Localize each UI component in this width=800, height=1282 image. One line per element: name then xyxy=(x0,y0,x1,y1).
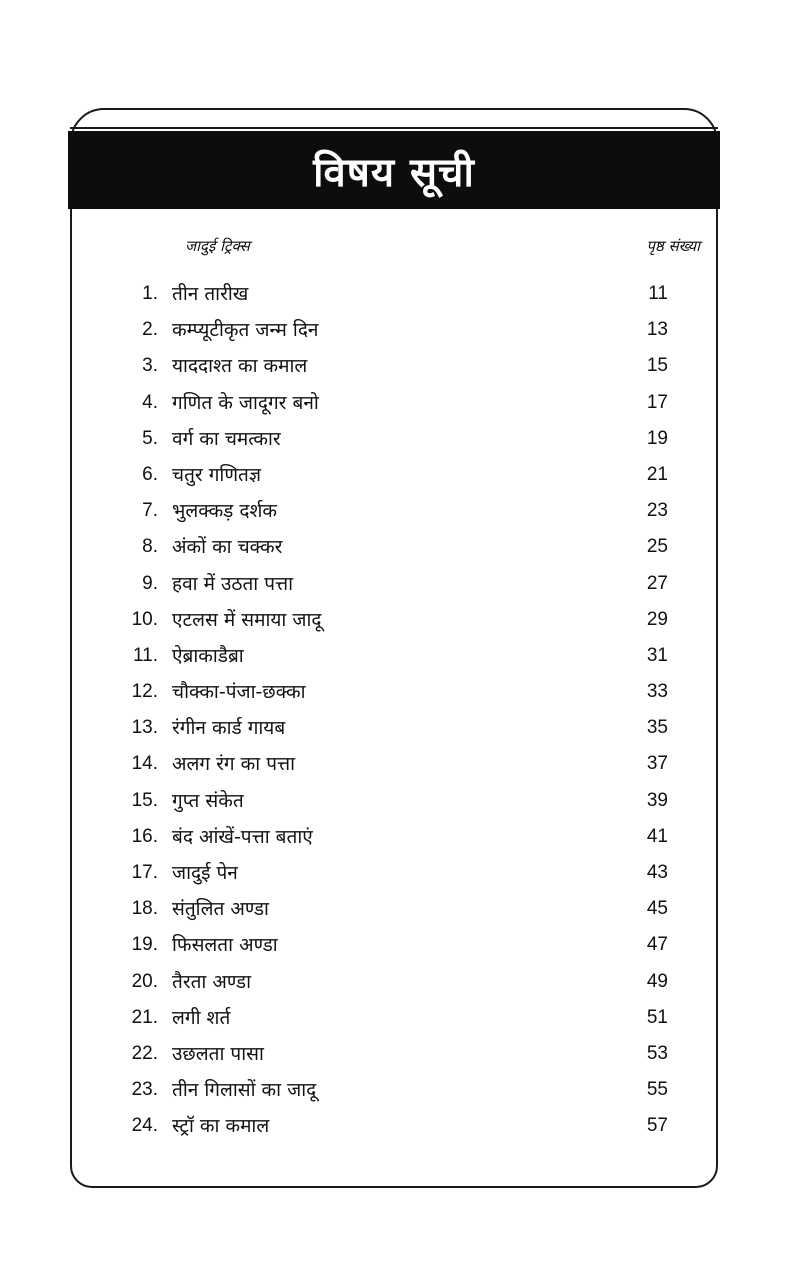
entry-number: 20. xyxy=(131,970,158,992)
toc-entry xyxy=(100,276,700,312)
entry-page-number: 45 xyxy=(646,898,668,920)
entry-title: वर्ग का चमत्कार xyxy=(172,427,281,450)
entry-page-number: 49 xyxy=(646,970,668,992)
page-title: विषय सूची xyxy=(313,149,475,196)
entry-page-number: 11 xyxy=(648,283,668,304)
entry-number: 16. xyxy=(131,825,158,847)
entry-page-number: 39 xyxy=(646,789,668,811)
entry-number: 6. xyxy=(142,463,158,485)
toc-entry xyxy=(100,710,700,746)
entry-title: लगी शर्त xyxy=(172,1006,231,1029)
toc-entry xyxy=(100,638,700,674)
entry-title: भुलक्कड़ दर्शक xyxy=(172,500,277,523)
entry-page-number: 57 xyxy=(646,1115,668,1137)
toc-entry xyxy=(100,855,700,891)
entry-page-number: 23 xyxy=(646,500,668,522)
toc-entry xyxy=(100,1036,700,1072)
entry-number: 9. xyxy=(142,572,158,594)
entry-number: 7. xyxy=(142,500,158,522)
entry-title: अंकों का चक्कर xyxy=(172,536,283,559)
toc-entry xyxy=(100,348,700,384)
toc-entry xyxy=(100,783,700,819)
toc-entry xyxy=(100,819,700,855)
entry-title: एटलस में समाया जादू xyxy=(172,608,322,631)
entry-page-number: 41 xyxy=(646,825,668,847)
entry-page-number: 55 xyxy=(646,1079,668,1101)
entry-page-number: 21 xyxy=(646,463,668,485)
toc-entry xyxy=(100,421,700,457)
toc-entry xyxy=(100,964,700,1000)
toc-entry xyxy=(100,1000,700,1036)
toc-entry xyxy=(100,602,700,638)
entry-number: 10. xyxy=(131,608,158,630)
entry-number: 4. xyxy=(142,391,158,413)
entry-number: 5. xyxy=(142,427,158,449)
entry-page-number: 51 xyxy=(646,1006,668,1028)
entry-title: चौक्का-पंजा-छक्का xyxy=(172,681,306,704)
toc-entry xyxy=(100,457,700,493)
entry-number: 18. xyxy=(131,898,158,920)
entry-title: गणित के जादूगर बनो xyxy=(172,391,319,414)
entry-number: 22. xyxy=(131,1042,158,1064)
entry-page-number: 43 xyxy=(646,862,668,883)
entry-number: 1. xyxy=(142,283,158,304)
entry-page-number: 37 xyxy=(646,753,668,775)
entry-page-number: 13 xyxy=(646,319,668,341)
entry-number: 12. xyxy=(131,681,158,703)
entry-title: ऐब्राकाडैब्रा xyxy=(172,644,244,667)
entry-title: बंद आंखें-पत्ता बताएं xyxy=(172,825,313,848)
entry-title: रंगीन कार्ड गायब xyxy=(172,717,286,740)
entry-page-number: 15 xyxy=(646,355,668,377)
column-header-page-number: पृष्ठ संख्या xyxy=(646,237,700,255)
entry-title: तीन गिलासों का जादू xyxy=(172,1079,317,1102)
entry-number: 3. xyxy=(142,355,158,377)
entry-number: 23. xyxy=(131,1079,158,1101)
entry-number: 14. xyxy=(131,753,158,775)
entry-number: 8. xyxy=(142,536,158,558)
entry-number: 19. xyxy=(131,934,158,956)
toc-entry xyxy=(100,312,700,348)
entry-page-number: 27 xyxy=(646,572,668,594)
entry-page-number: 31 xyxy=(646,644,668,666)
entry-number: 21. xyxy=(131,1006,158,1028)
entry-title: तीन तारीख xyxy=(172,283,249,305)
entry-title: अलग रंग का पत्ता xyxy=(172,753,296,776)
entry-page-number: 17 xyxy=(646,391,668,413)
column-header-tricks: जादुई ट्रिक्स xyxy=(185,237,250,255)
entry-title: याददाश्त का कमाल xyxy=(172,355,308,378)
entry-title: हवा में उठता पत्ता xyxy=(172,572,294,595)
entry-number: 11. xyxy=(132,644,158,666)
entry-page-number: 25 xyxy=(646,536,668,558)
entry-number: 17. xyxy=(131,862,158,883)
entry-page-number: 47 xyxy=(646,934,668,956)
entry-number: 2. xyxy=(142,319,158,341)
entry-number: 15. xyxy=(131,789,158,811)
entry-page-number: 19 xyxy=(646,427,668,449)
toc-entry xyxy=(100,1072,700,1108)
entry-title: गुप्त संकेत xyxy=(172,789,244,812)
entry-title: उछलता पासा xyxy=(172,1042,264,1065)
entry-title: कम्प्यूटीकृत जन्म दिन xyxy=(172,319,319,342)
entry-title: तैरता अण्डा xyxy=(172,970,252,993)
toc-entry xyxy=(100,529,700,565)
toc-entry xyxy=(100,566,700,602)
toc-entry xyxy=(100,385,700,421)
top-rule xyxy=(70,127,718,129)
entry-page-number: 53 xyxy=(646,1042,668,1064)
entry-title: चतुर गणितज्ञ xyxy=(172,463,262,486)
toc-entry xyxy=(100,493,700,529)
title-band xyxy=(68,131,720,209)
entry-page-number: 35 xyxy=(646,717,668,739)
toc-entry xyxy=(100,1108,700,1144)
toc-entry xyxy=(100,746,700,782)
toc-entry xyxy=(100,674,700,710)
entry-title: संतुलित अण्डा xyxy=(172,898,269,921)
entry-title: जादुई पेन xyxy=(172,862,238,884)
toc-entry xyxy=(100,891,700,927)
table-of-contents xyxy=(100,276,700,1145)
entry-number: 24. xyxy=(131,1115,158,1137)
entry-title: फिसलता अण्डा xyxy=(172,934,278,957)
toc-entry xyxy=(100,927,700,963)
entry-page-number: 29 xyxy=(646,608,668,630)
entry-title: स्ट्रॉ का कमाल xyxy=(172,1115,270,1138)
entry-number: 13. xyxy=(131,717,158,739)
entry-page-number: 33 xyxy=(646,681,668,703)
